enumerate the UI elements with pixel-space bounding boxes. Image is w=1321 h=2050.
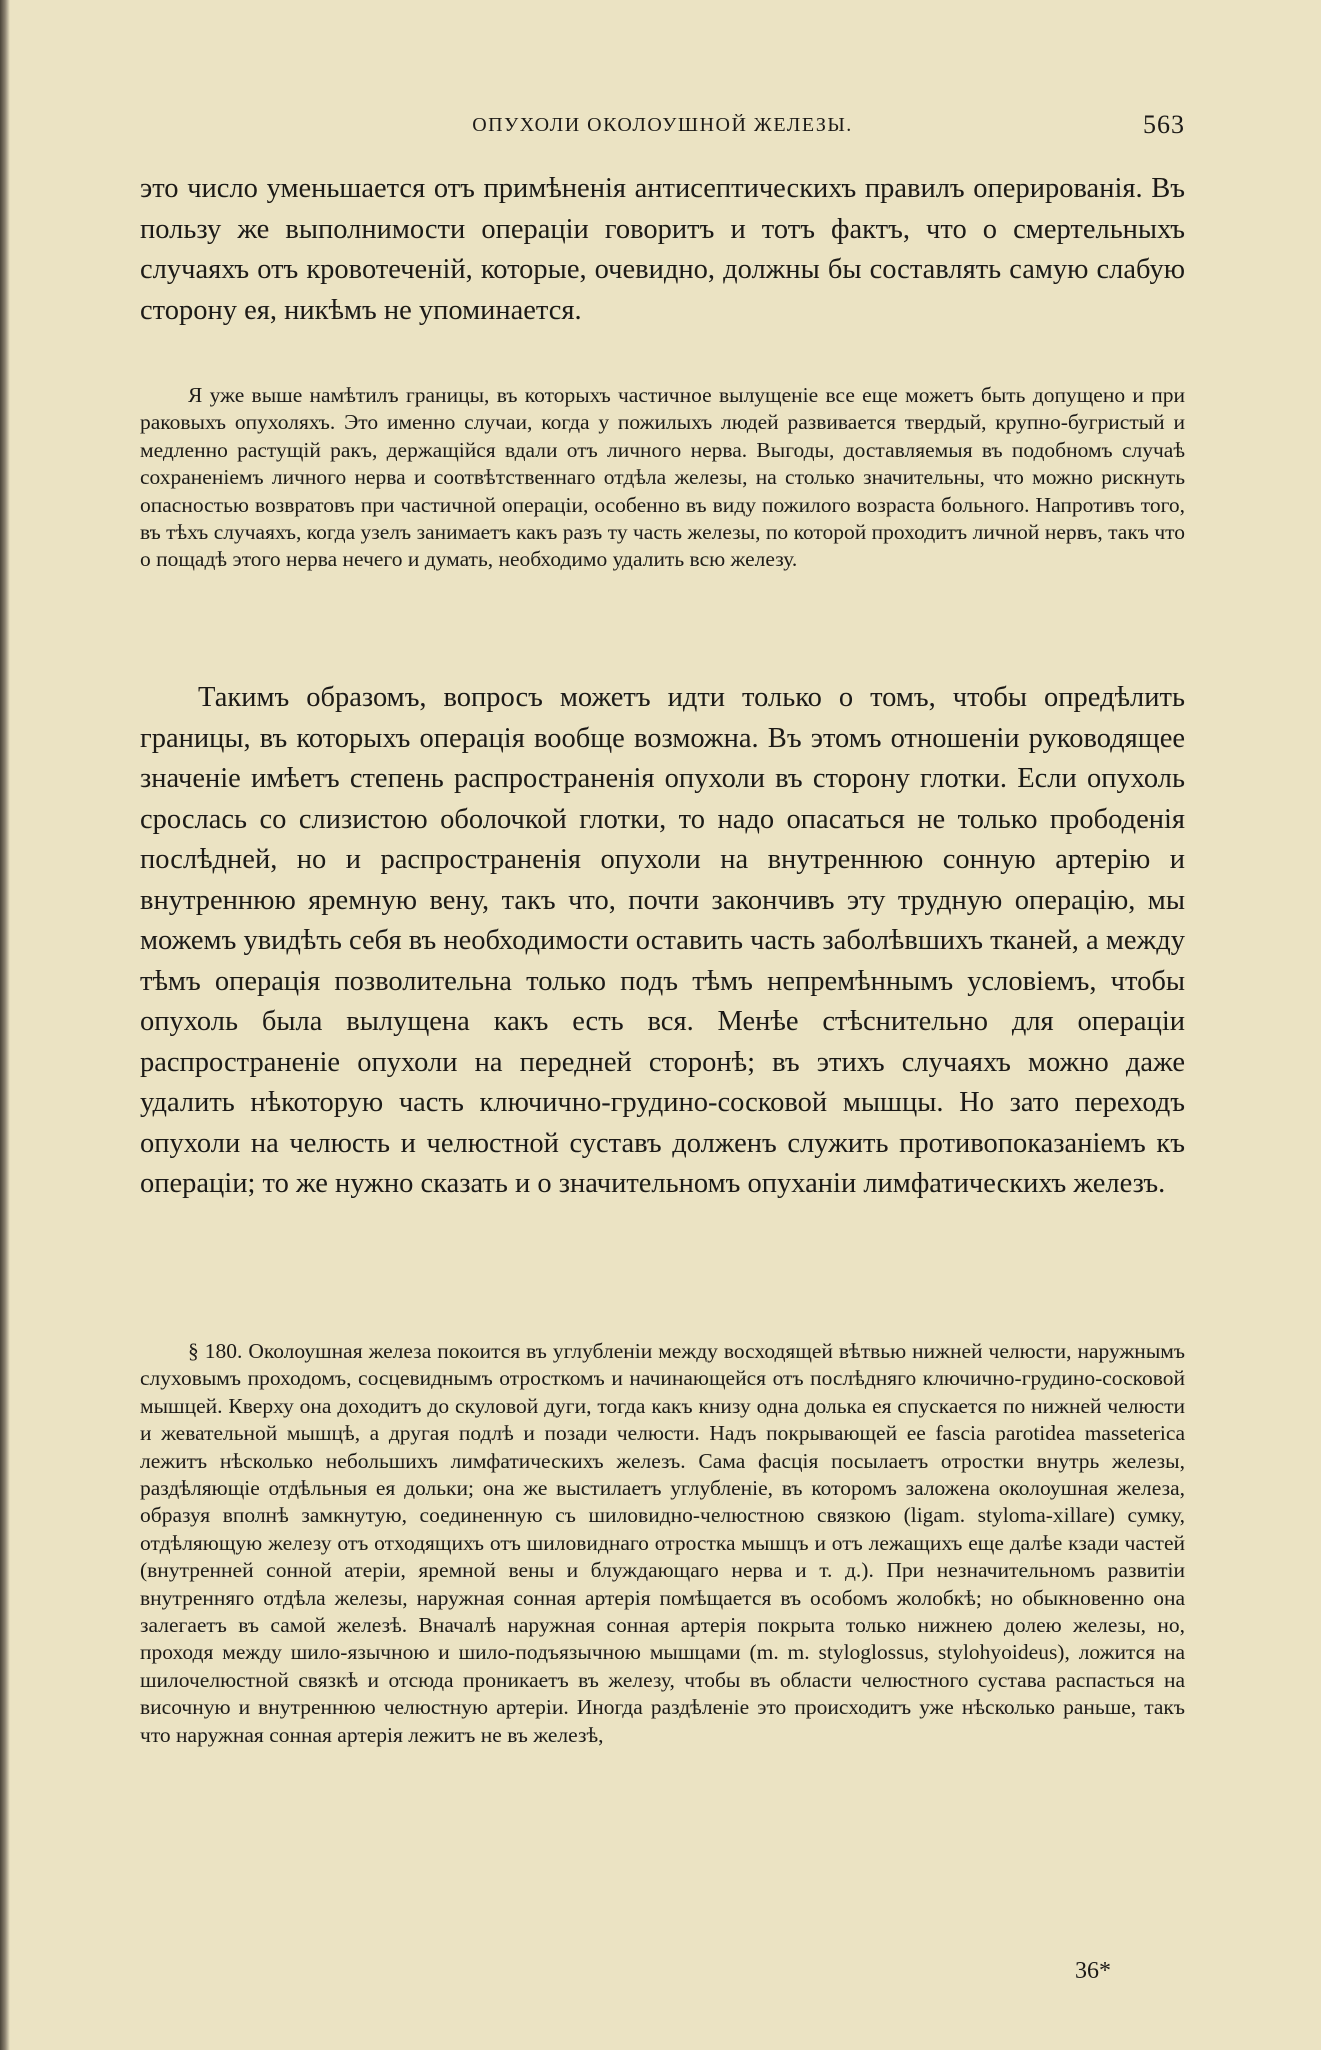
paragraph-section-180: § 180. Околоушная железа покоится въ углубленіи между восходящей вѣтвью нижней челюсти, наружнымъ слуховымъ проходомъ, сосцевиднымъ отросткомъ и начинающейся отъ послѣдняго ключично-грудино-сосковой мышцей. Кверху она доходитъ до скуловой дуги, тогда какъ книзу одна долька ея спускается по нижней челюсти и жевательной мышцѣ, а другая подлѣ и позади челюсти. Надъ покрывающей ее fascia parotidea masseterica лежитъ нѣсколько небольшихъ лимфатическихъ железъ. Сама фасція посылаетъ отростки внутрь железы, раздѣляющіе отдѣльныя ея дольки; она же выстилаетъ углубленіе, въ которомъ заложена околоушная железа, образуя вполнѣ замкнутую, соединенную съ шиловидно-челюстною связкою (ligam. styloma-xillare) сумку, отдѣляющую железу отъ отходящихъ отъ шиловиднаго отростка мышцъ и отъ лежащихъ еще далѣе кзади частей (внутренней сонной атеріи, яремной вены и блуждающаго нерва и т. д.). При незначительномъ развитіи внутренняго отдѣла железы, наружная сонная артерія помѣщается въ особомъ жолобкѣ; но обыкновенно она залегаетъ въ самой железѣ. Вначалѣ наружная сонная артерія покрыта только нижнею долею железы, но, проходя между шило-язычною и шило-подъязычною мышцами (m. m. styloglossus, stylohyoideus), ложится на шилочелюстной связкѣ и отсюда проникаетъ въ железу, чтобы въ области челюстного сустава распасться на височную и внутреннюю челюстную артеріи. Иногда раздѣленіе это происходитъ уже нѣсколько раньше, такъ что наружная сонная артерія лежитъ не въ железѣ, [140, 1339, 1185, 1747]
signature-mark: 36* [1075, 1958, 1111, 1984]
running-title: ОПУХОЛИ ОКОЛОУШНОЙ ЖЕЛЕЗЫ. [472, 114, 853, 136]
paragraph-continuation: это число уменьшается отъ примѣненія антисептическихъ правилъ оперированія. Въ пользу же выполнимости операціи говоритъ и тотъ фактъ, что о смертельныхъ случаяхъ отъ кровотеченій, которые, очевидно, должны бы составлять самую слабую сторону ея, никѣмъ не упоминается. [140, 173, 1185, 326]
running-head [140, 112, 1185, 142]
page-number: 563 [1143, 110, 1185, 139]
paragraph-small-note: Я уже выше намѣтилъ границы, въ которыхъ частичное вылущеніе все еще можетъ быть допущено и при раковыхъ опухоляхъ. Это именно случаи, когда у пожилыхъ людей развивается твердый, крупно-бугристый и медленно растущій ракъ, держащійся вдали отъ личного нерва. Выгоды, доставляемыя въ подобномъ случаѣ сохраненіемъ личного нерва и соотвѣтственнаго отдѣла железы, на столько значительны, что можно рискнуть опасностью возвратовъ при частичной операціи, особенно въ виду пожилого возраста больного. Напротивъ того, въ тѣхъ случаяхъ, когда узелъ занимаетъ какъ разъ ту часть железы, по которой проходитъ личной нервъ, такъ что о пощадѣ этого нерва нечего и думать, необходимо удалить всю железу. [140, 383, 1185, 572]
page-binding-edge [0, 0, 10, 2050]
paragraph-main: Такимъ образомъ, вопросъ можетъ идти только о томъ, чтобы опредѣлить границы, въ которыхъ операція вообще возможна. Въ этомъ отношеніи руководящее значеніе имѣетъ степень распространенія опухоли въ сторону глотки. Если опухоль срослась со слизистою оболочкой глотки, то надо опасаться не только прободенія послѣдней, но и распространенія опухоли на внутреннюю сонную артерію и внутреннюю яремную вену, такъ что, почти закончивъ эту трудную операцію, мы можемъ увидѣть себя въ необходимости оставить часть заболѣвшихъ тканей, а между тѣмъ операція позволительна только подъ тѣмъ непремѣннымъ условіемъ, чтобы опухоль была вылущена какъ есть вся. Менѣе стѣснительно для операціи распространеніе опухоли на передней сторонѣ; въ этихъ случаяхъ можно даже удалить нѣкоторую часть ключично-грудино-сосковой мышцы. Но зато переходъ опухоли на челюсть и челюстной суставъ долженъ служить противопоказаніемъ къ операціи; то же нужно сказать и о значительномъ опуханіи лимфатическихъ железъ. [140, 682, 1185, 1199]
